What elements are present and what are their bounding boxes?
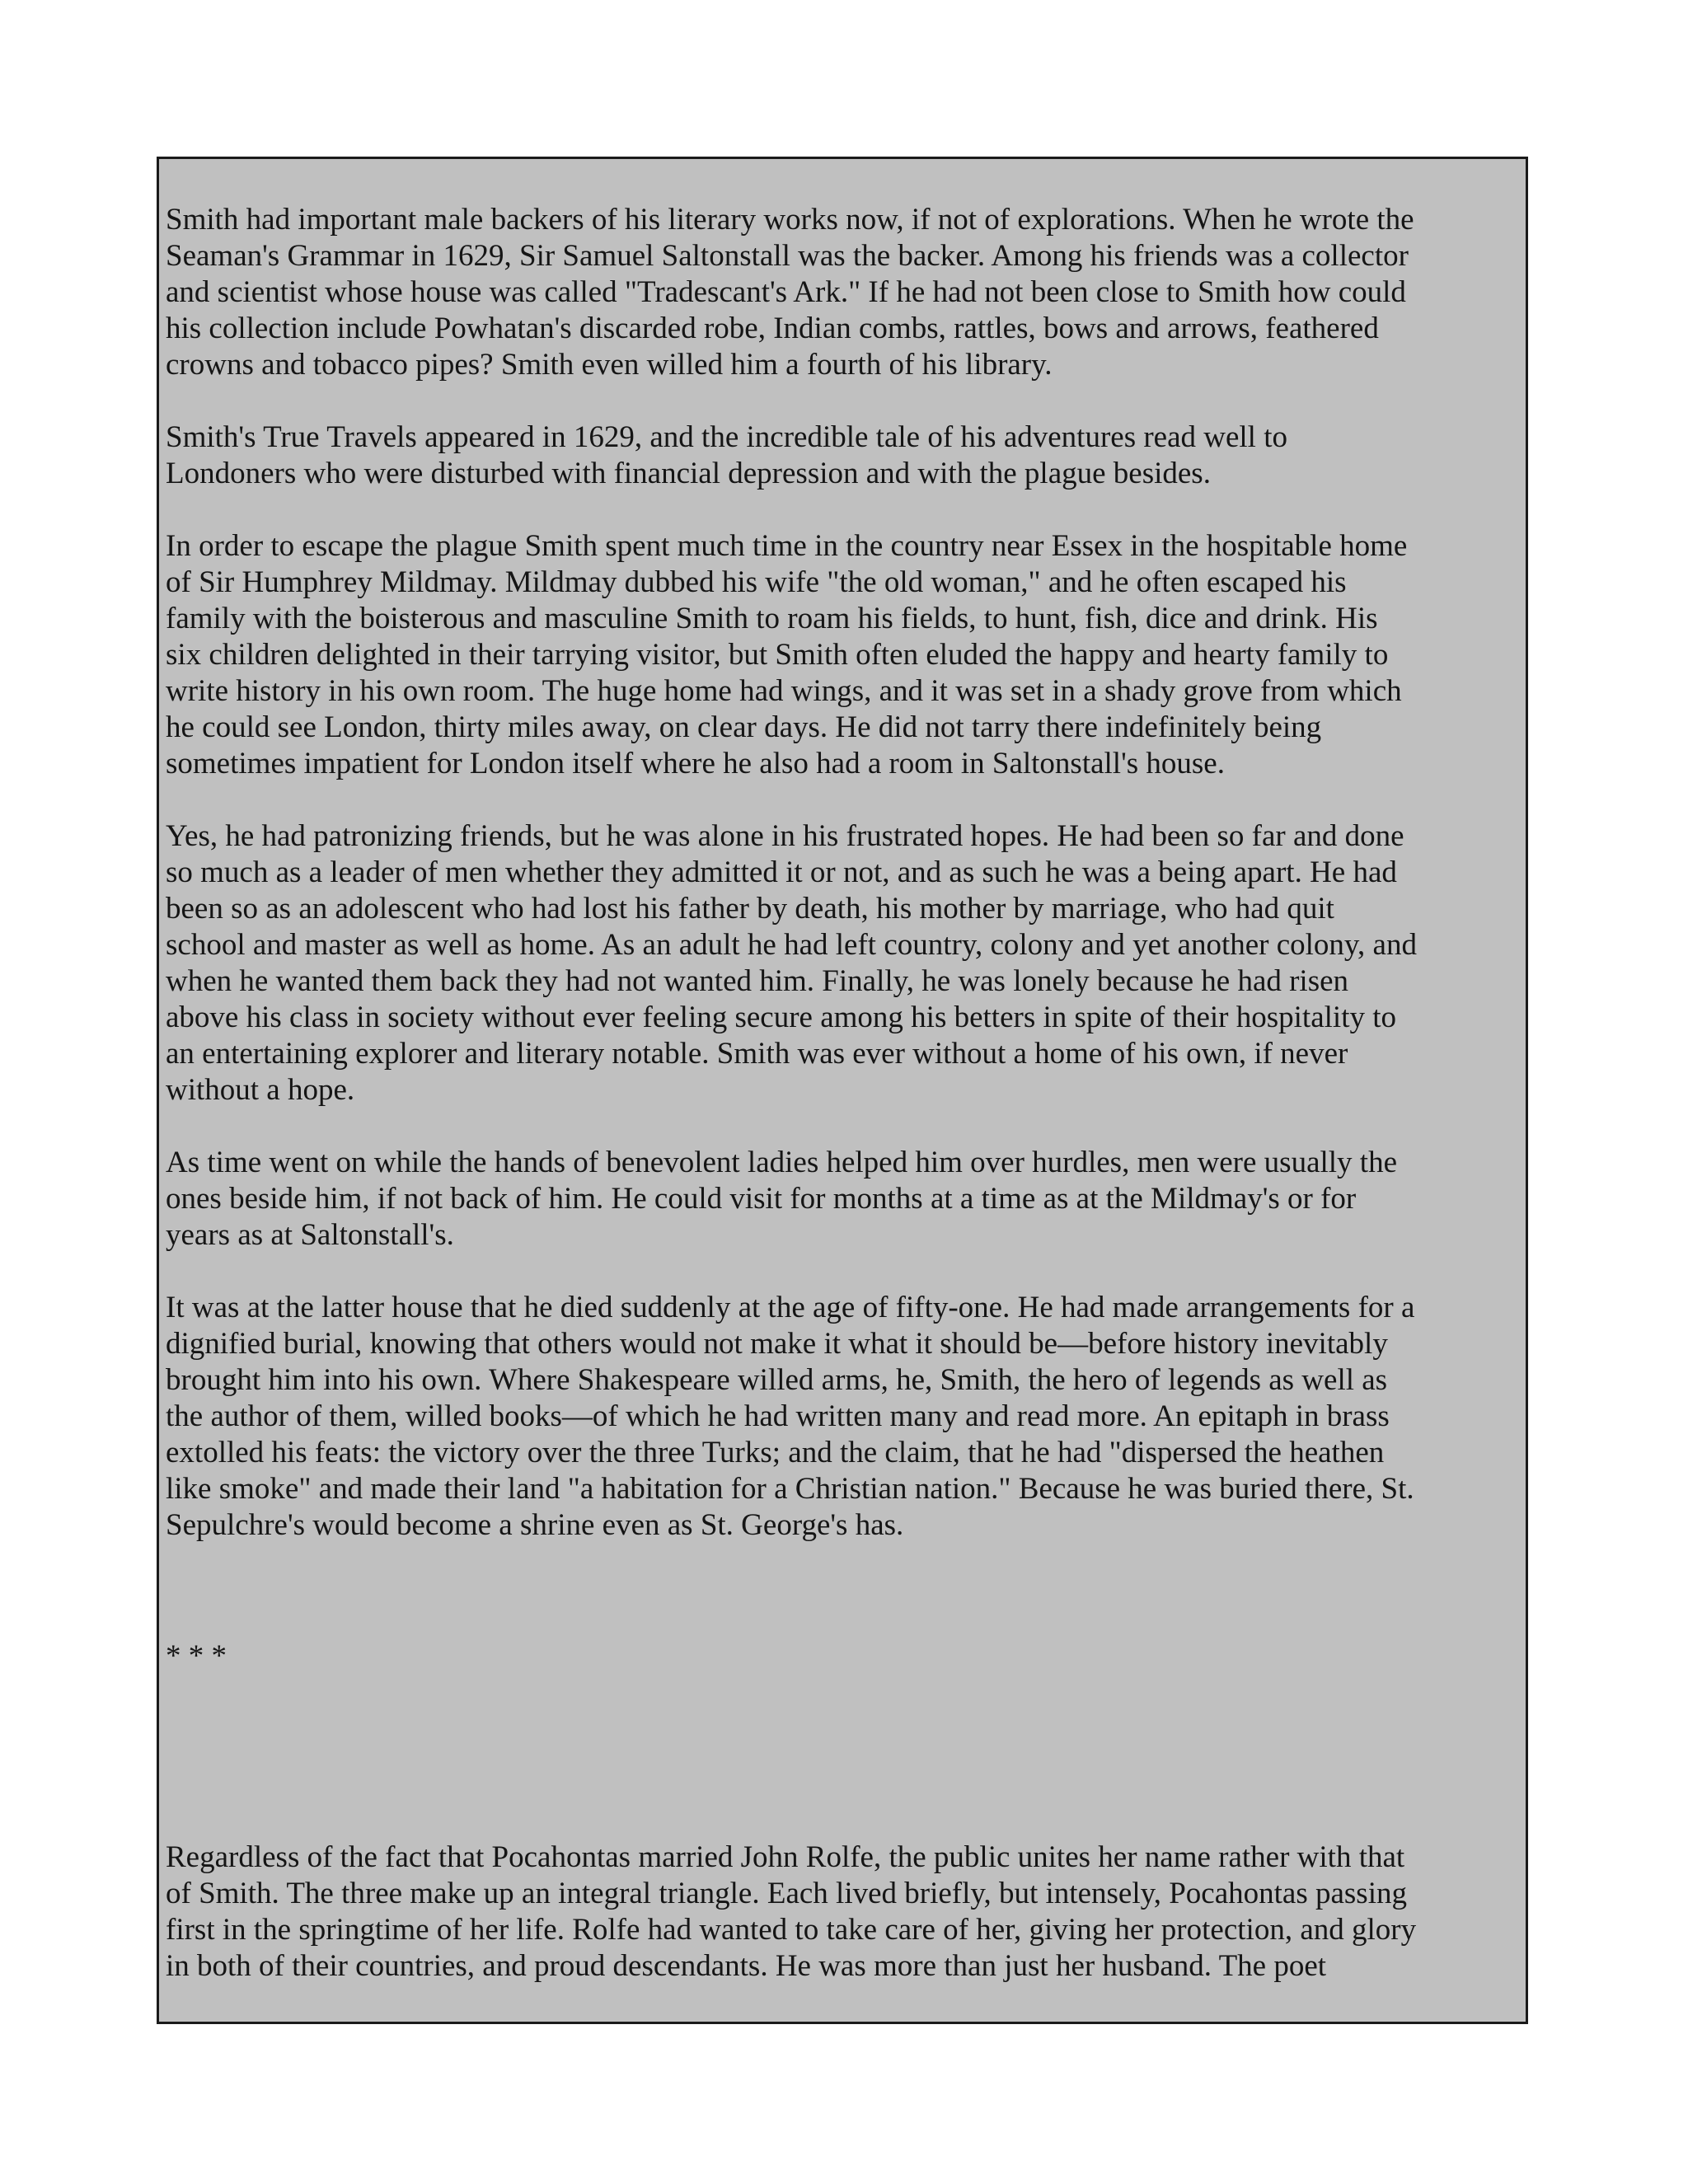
paragraph-benevolent-ladies: As time went on while the hands of benevolent ladies helped him over hurdles, men were usually the ones beside him, if not back of him. He could visit for months at a time as at the Mildmay's or for years as at Saltonstall's. [166, 1146, 1398, 1252]
paragraph-true-travels: Smith's True Travels appeared in 1629, and the incredible tale of his adventures read well to Londoners who were disturbed with financial depression and with the plague besides. [166, 420, 1287, 490]
paragraph-pocahontas-rolfe: Regardless of the fact that Pocahontas married John Rolfe, the public unites her name rather with that of Smith. The three make up an integral triangle. Each lived briefly, but intensely, Pocahontas passing first in the springtime of her life. Rolfe had wanted to take care of her, giving her protection, and glory in both of their countries, and proud descendants. He was more than just her husband. The poet [166, 1840, 1417, 1983]
paragraph-lonely-hopes: Yes, he had patronizing friends, but he was alone in his frustrated hopes. He had been so far and done so much as a leader of men whether they admitted it or not, and as such he was a being apart. He had been so as an adolescent who had lost his father by death, his mother by marriage, who had quit school and master as well as home. As an adult he had left country, colony and yet another colony, and when he wanted them back they had not wanted him. Finally, he was lonely because he had risen above his class in society without ever feeling secure among his betters in spite of their hospitality to an entertaining explorer and literary notable. Smith was ever without a home of his own, if never without a hope. [166, 819, 1417, 1107]
paragraph-death-burial: It was at the latter house that he died suddenly at the age of fifty-one. He had made arrangements for a dignified burial, knowing that others would not make it what it should be—before history inevitably brought him into his own. Where Shakespeare willed arms, he, Smith, the hero of legends as well as the author of them, willed books—of which he had written many and read more. An epitaph in brass extolled his feats: the victory over the three Turks; and the claim, that he had "dispersed the heathen like smoke" and made their land "a habitation for a Christian nation." Because he was buried there, St. Sepulchre's would become a shrine even as St. George's has. [166, 1291, 1415, 1542]
section-break: * * * [166, 1639, 227, 1673]
paragraph-plague-mildmay: In order to escape the plague Smith spent much time in the country near Essex in the hospitable home of Sir Humphrey Mildmay. Mildmay dubbed his wife "the old woman," and he often escaped his family with the boisterous and masculine Smith to roam his fields, to hunt, fish, dice and drink. His six children delighted in their tarrying visitor, but Smith often eluded the happy and hearty family to write history in his own room. The huge home had wings, and it was set in a shady grove from which he could see London, thirty miles away, on clear days. He did not tarry there indefinitely being sometimes impatient for London itself where he also had a room in Saltonstall's house. [166, 529, 1408, 780]
document-page [157, 157, 1528, 2024]
paragraph-backers: Smith had important male backers of his literary works now, if not of explorations. When he wrote the Seaman's Grammar in 1629, Sir Samuel Saltonstall was the backer. Among his friends was a collector and scientist whose house was called "Tradescant's Ark." If he had not been close to Smith how could his collection include Powhatan's discarded robe, Indian combs, rattles, bows and arrows, feathered crowns and tobacco pipes? Smith even willed him a fourth of his library. [166, 203, 1414, 382]
